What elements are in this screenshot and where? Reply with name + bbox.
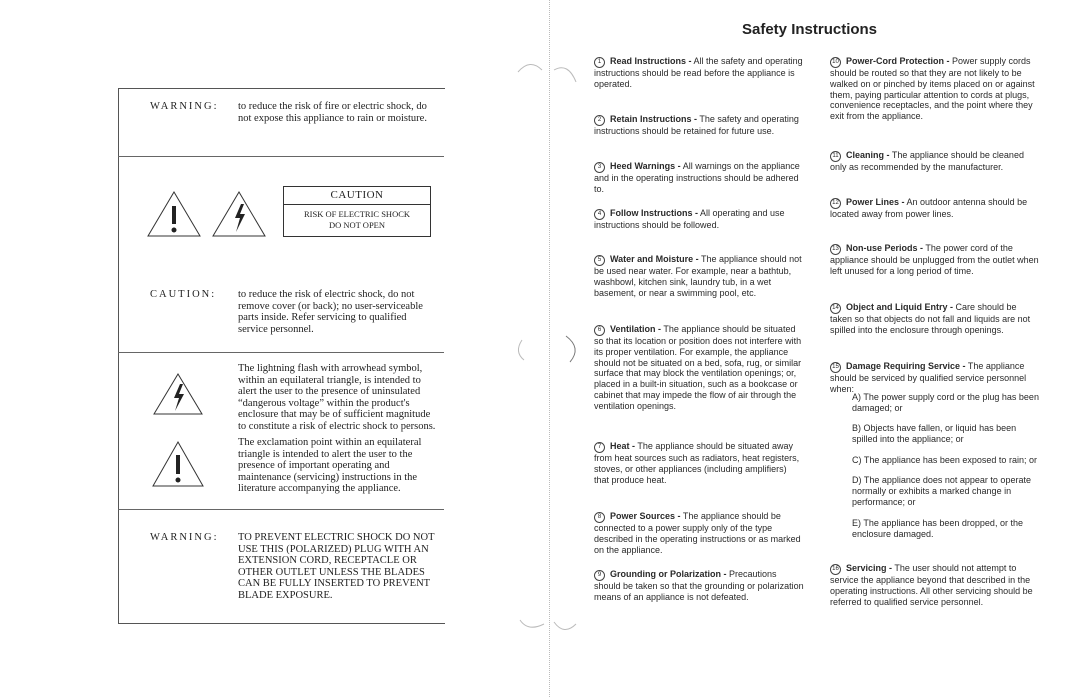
warning-label: WARNING: [150,101,219,112]
list-item-8: 8 Power Sources - The appliance should be connected to a power supply only of the type described in the operating instructions or as marked on the appliance. [594,511,801,555]
sub-item-e: E) The appliance has been dropped, or the enclosure damaged. [852,518,1023,539]
list-item-3: 3 Heed Warnings - All warnings on the appliance and in the operating instructions should be adhered to. [594,161,800,194]
sub-item-a: A) The power supply cord or the plug has been damaged; or [852,392,1039,413]
list-item-10: 10 Power-Cord Protection - Power supply cords should be routed so that they are not likely to be walked on or pinched by items placed on or against them, paying particular attention to cords at plugs, convenience receptacles, and the point where they exit from the appliance. [830,56,1035,122]
list-item-12: 12 Power Lines - An outdoor antenna should be located away from power lines. [830,197,1028,219]
list-item-9: 9 Grounding or Polarization - Precautions should be taken so that the grounding or polarization means of an appliance is not defeated. [594,569,804,602]
sub-item-b: B) Objects have fallen, or liquid has been spilled into the appliance; or [852,423,1017,444]
sub-item-c: C) The appliance has been exposed to rain; or [852,455,1037,465]
list-item-2: 2 Retain Instructions - The safety and operating instructions should be retained for future use. [594,114,799,136]
page-title: Safety Instructions [742,21,878,38]
list-item-4: 4 Follow Instructions - All operating and use instructions should be followed. [594,208,785,230]
caution-box-heading: CAUTION [284,187,430,205]
binding-hole-marks [510,330,582,370]
lightning-triangle-icon [211,190,267,238]
exclamation-explanation: The exclamation point within an equilateral triangle is intended to alert the user to the presence of important operating and maintenance (servicing) instructions in the literature accompanying the appliance. [238,437,422,494]
sub-item-d: D) The appliance does not appear to operate normally or exhibits a marked change in performance; or [852,475,1031,507]
list-item-11: 11 Cleaning - The appliance should be cleaned only as recommended by the manufacturer. [830,150,1024,172]
warning-label: WARNING: [150,532,219,543]
divider [118,509,444,510]
list-item-13: 13 Non-use Periods - The power cord of the appliance should be unplugged from the outlet when left unused for a long period of time. [830,243,1039,276]
caution-label-box [283,186,431,237]
caution-label: CAUTION: [150,289,217,300]
list-item-5: 5 Water and Moisture - The appliance should not be used near water. For example, near a bathtub, washbowl, kitchen sink, laundry tub, in a wet basement, or near a swimming pool, etc. [594,254,802,298]
exclamation-triangle-icon [150,440,206,488]
caution-box-line1: RISK OF ELECTRIC SHOCK [303,209,411,219]
lightning-triangle-icon [150,372,206,416]
divider [118,352,444,353]
caution-box-line2: DO NOT OPEN [328,220,386,230]
list-item-6: 6 Ventilation - The appliance should be situated so that its location or position does not interfere with its proper ventilation. For example, the appliance should not be situated on a bed, sofa, rug, or similar surface that may block the ventilation openings; or, placed in a built-in situation, such as a bookcase or cabinet that may impede the flow of air through the ventilation openings. [594,324,802,411]
binding-hole-marks [510,58,582,98]
list-item-15: 15 Damage Requiring Service - The appliance should be serviced by qualified service personnel when: [830,361,1027,394]
polarized-plug-warning: TO PREVENT ELECTRIC SHOCK DO NOT USE THIS (POLARIZED) PLUG WITH AN EXTENSION CORD, RECEPTACLE OR OTHER OUTLET UNLESS THE BLADES CAN BE FULLY INSERTED TO PREVENT BLADE EXPOSURE. [238,532,435,601]
divider [118,156,444,157]
lightning-explanation: The lightning flash with arrowhead symbol, within an equilateral triangle, is intended to alert the user to the presence of uninsulated “dangerous voltage” within the product's enclosure that may be of sufficient magnitude to constitute a risk of electric shock to persons. [238,363,436,432]
list-item-16: 16 Servicing - The user should not attempt to service the appliance beyond that described in the operating instructions. All other servicing should be referred to qualified service personnel. [830,563,1033,607]
warning-text: to reduce the risk of fire or electric shock, do not expose this appliance to rain or moisture. [238,101,427,124]
list-item-1: 1 Read Instructions - All the safety and operating instructions should be read before the appliance is operated. [594,56,803,89]
binding-hole-marks [510,600,582,640]
caution-text: to reduce the risk of electric shock, do not remove cover (or back); no user-serviceable parts inside. Refer servicing to qualified service personnel. [238,289,423,335]
exclamation-triangle-icon [146,190,202,238]
list-item-7: 7 Heat - The appliance should be situated away from heat sources such as radiators, heat registers, stoves, or other appliances (including amplifiers) that produce heat. [594,441,800,485]
list-item-14: 14 Object and Liquid Entry - Care should be taken so that objects do not fall and liquids are not spilled into the enclosure through openings. [830,302,1031,335]
